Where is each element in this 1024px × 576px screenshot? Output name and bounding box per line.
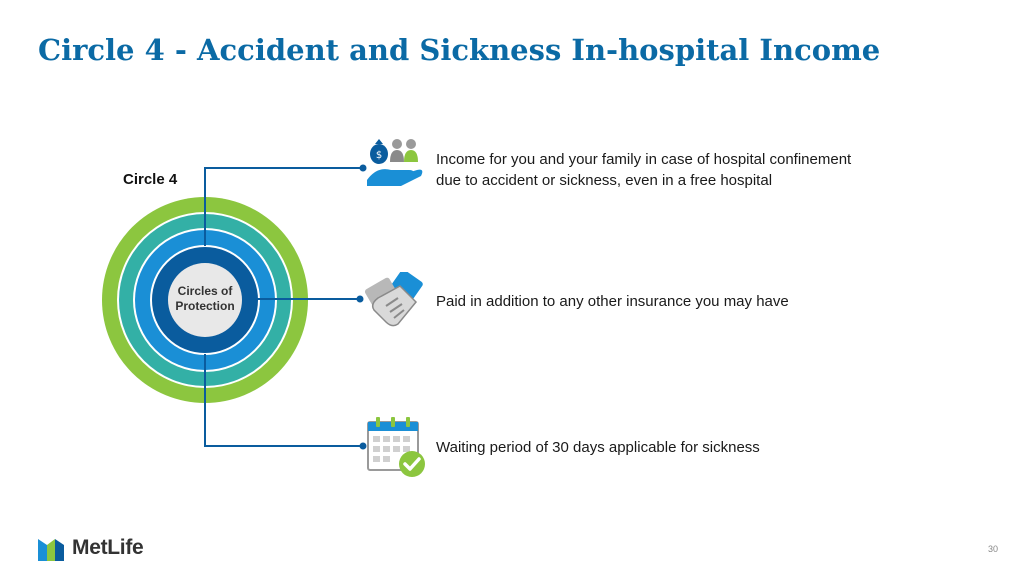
- center-label-line2: Protection: [175, 299, 235, 313]
- connector-middle-dot: [357, 296, 364, 303]
- money-family-hand-icon: [365, 136, 427, 188]
- benefit-income-line1: Income for you and your family in case of hospital confinement: [436, 151, 852, 168]
- center-label-line1: Circles of: [177, 284, 233, 298]
- center-label: [165, 284, 245, 314]
- svg-text:$: $: [375, 150, 383, 161]
- metlife-logo-text: MetLife: [72, 536, 144, 559]
- calendar-check-icon: [366, 416, 430, 478]
- benefit-additional-text: Paid in addition to any other insurance you may have: [436, 293, 789, 310]
- slide-title: Circle 4 - Accident and Sickness In-hospital Income: [38, 33, 881, 67]
- page-number: 30: [988, 544, 999, 554]
- handshake-icon: [364, 272, 428, 330]
- metlife-logo: [38, 535, 143, 561]
- benefit-income-text: [436, 149, 936, 191]
- benefit-waiting-period-text: Waiting period of 30 days applicable for sickness: [436, 439, 760, 456]
- circle-4-label: Circle 4: [123, 171, 178, 188]
- benefit-income-line2: due to accident or sickness, even in a free hospital: [436, 172, 773, 189]
- metlife-logo-mark-icon: [38, 535, 64, 561]
